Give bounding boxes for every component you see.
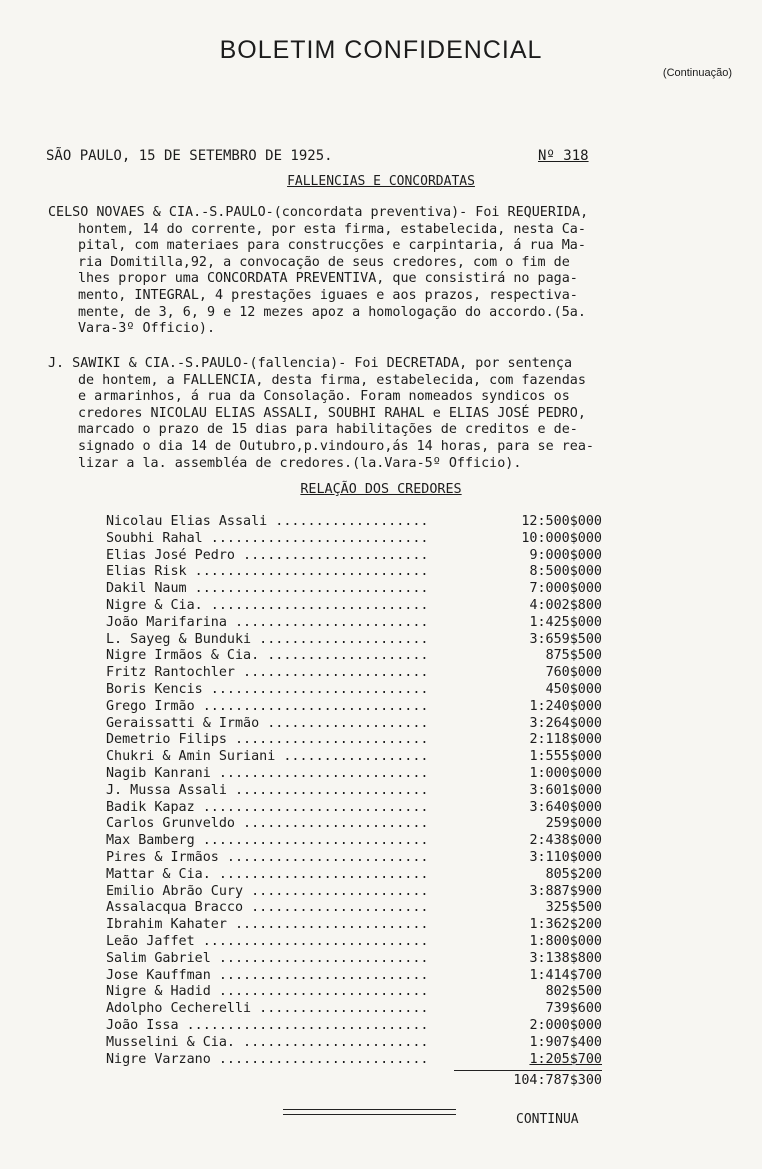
- creditor-row: [106, 1035, 606, 1052]
- creditor-amount: 2:118$000: [529, 732, 602, 748]
- document-title: BOLETIM CONFIDENCIAL: [219, 36, 543, 64]
- creditor-name: Nigre Varzano ..........................: [106, 1051, 429, 1067]
- creditor-row: [106, 632, 606, 649]
- creditor-amount: 1:800$000: [529, 933, 602, 949]
- creditor-amount: 802$500: [545, 984, 602, 1000]
- creditor-row: [106, 598, 606, 615]
- creditor-amount: 4:002$800: [529, 597, 602, 613]
- creditor-amount: 325$500: [545, 900, 602, 916]
- continua-label: CONTINUA: [516, 1112, 579, 1127]
- creditor-name: Dakil Naum .............................: [106, 581, 429, 597]
- creditor-name: J. Mussa Assali ........................: [106, 782, 429, 798]
- paragraph-line: de hontem, a FALLENCIA, desta firma, estabelecida, com fazendas: [78, 372, 586, 388]
- creditor-row: [106, 800, 606, 817]
- creditor-amount: 1:414$700: [529, 967, 602, 983]
- creditor-amount: 2:438$000: [529, 833, 602, 849]
- creditor-amount: 1:240$000: [529, 698, 602, 714]
- creditor-row: [106, 548, 606, 565]
- paragraph-line: Vara-3º Officio).: [78, 321, 216, 337]
- paragraph-line: pital, com materiaes para construcções e carpintaria, á rua Ma-: [78, 238, 586, 254]
- creditor-amount: 3:887$900: [529, 883, 602, 899]
- paragraph-line: e armarinhos, á rua da Consolação. Foram nomeados syndicos os: [78, 389, 570, 405]
- creditor-name: Nagib Kanrani ..........................: [106, 765, 429, 781]
- creditor-name: Assalacqua Bracco ......................: [106, 900, 429, 916]
- creditor-row: [106, 816, 606, 833]
- creditor-amount: 1:425$000: [529, 614, 602, 630]
- bulletin-number: Nº 318: [538, 148, 589, 164]
- creditor-row: [106, 884, 606, 901]
- creditor-name: Nigre Irmãos & Cia. ....................: [106, 648, 429, 664]
- creditor-amount: 1:205$700: [529, 1051, 602, 1067]
- creditor-row: [106, 699, 606, 716]
- creditor-row: [106, 900, 606, 917]
- creditor-name: Musselini & Cia. .......................: [106, 1034, 429, 1050]
- creditor-amount: 3:138$800: [529, 950, 602, 966]
- creditor-row: [106, 749, 606, 766]
- dateline: SÃO PAULO, 15 DE SETEMBRO DE 1925.: [46, 148, 333, 164]
- creditor-row: [106, 1018, 606, 1035]
- creditor-name: Fritz Rantochler .......................: [106, 665, 429, 681]
- creditor-name: Soubhi Rahal ...........................: [106, 530, 429, 546]
- creditor-row: [106, 514, 606, 531]
- creditor-name: Adolpho Cecherelli .....................: [106, 1001, 429, 1017]
- creditor-amount: 3:110$000: [529, 849, 602, 865]
- creditor-name: Demetrio Filips ........................: [106, 732, 429, 748]
- creditor-row: [106, 867, 606, 884]
- creditor-amount: 450$000: [545, 681, 602, 697]
- creditor-row: [106, 934, 606, 951]
- creditor-amount: 3:659$500: [529, 631, 602, 647]
- creditor-row: [106, 531, 606, 548]
- creditor-row: [106, 615, 606, 632]
- paragraph-line: credores NICOLAU ELIAS ASSALI, SOUBHI RAHAL e ELIAS JOSÉ PEDRO,: [78, 405, 586, 421]
- creditor-name: Leão Jaffet ............................: [106, 933, 429, 949]
- creditor-name: Salim Gabriel ..........................: [106, 950, 429, 966]
- creditor-name: L. Sayeg & Bunduki .....................: [106, 631, 429, 647]
- creditor-name: Nigre & Cia. ...........................: [106, 597, 429, 613]
- continuation-label: (Continuação): [662, 67, 732, 79]
- creditor-name: Elias Risk .............................: [106, 564, 429, 580]
- creditor-name: Pires & Irmãos .........................: [106, 849, 429, 865]
- creditor-amount: 1:362$200: [529, 917, 602, 933]
- creditor-amount: 3:264$000: [529, 715, 602, 731]
- notice-j-sawiki: [48, 356, 708, 472]
- paragraph-line: ria Domitilla,92, a convocação de seus credores, com o fim de: [78, 254, 570, 270]
- creditor-amount: 8:500$000: [529, 564, 602, 580]
- creditor-name: Elias José Pedro .......................: [106, 547, 429, 563]
- creditor-amount: 739$600: [545, 1001, 602, 1017]
- creditor-row: [106, 984, 606, 1001]
- creditor-row: [106, 833, 606, 850]
- creditor-row: [106, 716, 606, 733]
- creditor-row: [106, 1001, 606, 1018]
- creditor-name: Nigre & Hadid ..........................: [106, 984, 429, 1000]
- paragraph-line: marcado o prazo de 15 dias para habilitações de creditos e de-: [78, 422, 578, 438]
- creditor-amount: 875$500: [545, 648, 602, 664]
- creditor-amount: 805$200: [545, 866, 602, 882]
- creditor-amount: 1:000$000: [529, 765, 602, 781]
- creditors-total: 104:787$300: [454, 1070, 602, 1088]
- paragraph-line: mente, de 3, 6, 9 e 12 mezes apoz a homologação do accordo.(5a.: [78, 304, 586, 320]
- creditor-name: João Marifarina ........................: [106, 614, 429, 630]
- creditor-row: [106, 648, 606, 665]
- notice-celso-novaes: [48, 205, 708, 338]
- creditor-name: Chukri & Amin Suriani ..................: [106, 749, 429, 765]
- creditor-amount: 9:000$000: [529, 547, 602, 563]
- paragraph-line: signado o dia 14 de Outubro,p.vindouro,ás 14 horas, para se rea-: [78, 438, 594, 454]
- paragraph-line: mento, INTEGRAL, 4 prestações iguaes e aos prazos, respectiva-: [78, 287, 578, 303]
- creditor-name: Geraissatti & Irmão ....................: [106, 715, 429, 731]
- creditor-amount: 3:601$000: [529, 782, 602, 798]
- creditor-row: [106, 564, 606, 581]
- creditor-row: [106, 850, 606, 867]
- paragraph-line: lhes propor uma CONCORDATA PREVENTIVA, que consistirá no paga-: [78, 271, 578, 287]
- creditor-amount: 12:500$000: [521, 514, 602, 529]
- creditors-list: [106, 514, 606, 1068]
- creditor-row: [106, 1052, 606, 1069]
- creditor-amount: 1:907$400: [529, 1034, 602, 1050]
- creditor-row: [106, 665, 606, 682]
- creditor-row: [106, 968, 606, 985]
- creditor-name: Mattar & Cia. ..........................: [106, 866, 429, 882]
- creditor-amount: 7:000$000: [529, 581, 602, 597]
- creditor-name: Jose Kauffman ..........................: [106, 967, 429, 983]
- creditor-name: Badik Kapaz ............................: [106, 799, 429, 815]
- creditor-name: João Issa ..............................: [106, 1017, 429, 1033]
- creditor-name: Grego Irmão ............................: [106, 698, 429, 714]
- creditor-row: [106, 783, 606, 800]
- double-rule-top: [283, 1109, 456, 1110]
- creditor-row: [106, 581, 606, 598]
- creditor-amount: 760$000: [545, 665, 602, 681]
- creditor-amount: 10:000$000: [521, 530, 602, 546]
- creditors-heading: RELAÇÃO DOS CREDORES: [300, 482, 462, 497]
- paragraph-line: J. SAWIKI & CIA.-S.PAULO-(fallencia)- Foi DECRETADA, por sentença: [48, 356, 573, 371]
- creditor-name: Ibrahim Kahater ........................: [106, 917, 429, 933]
- creditor-amount: 259$000: [545, 816, 602, 832]
- paragraph-line: hontem, 14 do corrente, por esta firma, estabelecida, nesta Ca-: [78, 221, 586, 237]
- creditor-name: Carlos Grunveldo .......................: [106, 816, 429, 832]
- double-rule-bottom: [283, 1114, 456, 1115]
- creditor-row: [106, 732, 606, 749]
- creditor-row: [106, 766, 606, 783]
- creditor-amount: 3:640$000: [529, 799, 602, 815]
- creditor-amount: 2:000$000: [529, 1017, 602, 1033]
- creditor-name: Nicolau Elias Assali ...................: [106, 514, 429, 529]
- creditor-row: [106, 917, 606, 934]
- paragraph-line: CELSO NOVAES & CIA.-S.PAULO-(concordata preventiva)- Foi REQUERIDA,: [48, 205, 589, 220]
- paragraph-line: lizar a la. assembléa de credores.(la.Vara-5º Officio).: [78, 455, 522, 471]
- creditor-row: [106, 951, 606, 968]
- creditor-name: Emilio Abrão Cury ......................: [106, 883, 429, 899]
- section-title: FALLENCIAS E CONCORDATAS: [287, 174, 475, 189]
- creditor-row: [106, 682, 606, 699]
- creditor-name: Boris Kencis ...........................: [106, 681, 429, 697]
- creditor-name: Max Bamberg ............................: [106, 833, 429, 849]
- creditor-amount: 1:555$000: [529, 749, 602, 765]
